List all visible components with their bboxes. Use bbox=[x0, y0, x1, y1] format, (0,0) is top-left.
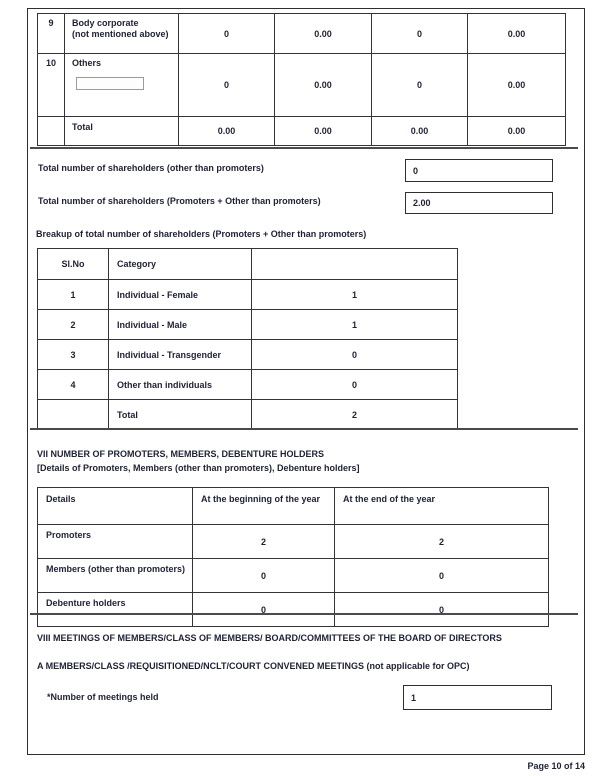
value-cell: 0 bbox=[193, 593, 335, 627]
value-cell: 0 bbox=[252, 340, 458, 370]
slno-cell: 10 bbox=[38, 54, 65, 117]
column-header: At the beginning of the year bbox=[193, 488, 335, 525]
category-cell: Individual - Female bbox=[109, 280, 252, 310]
value-cell: 0.00 bbox=[468, 117, 566, 146]
value-cell: 0.00 bbox=[372, 117, 468, 146]
detail-cell: Members (other than promoters) bbox=[38, 559, 193, 593]
detail-cell: Debenture holders bbox=[38, 593, 193, 627]
section-divider bbox=[30, 613, 578, 615]
value-cell: 0 bbox=[252, 370, 458, 400]
value-cell: 0.00 bbox=[275, 14, 372, 54]
table-header-row bbox=[38, 488, 549, 525]
value-cell: 0.00 bbox=[275, 117, 372, 146]
category-cell: Other than individuals bbox=[109, 370, 252, 400]
total-label-cell: Total bbox=[109, 400, 252, 430]
value-cell: 0 bbox=[372, 54, 468, 117]
value-cell: 2 bbox=[335, 525, 549, 559]
slno-cell: 2 bbox=[38, 310, 109, 340]
shareholders-other-input[interactable] bbox=[405, 159, 553, 182]
table-row bbox=[38, 559, 549, 593]
value-cell: 1 bbox=[252, 310, 458, 340]
value-cell: 0 bbox=[335, 559, 549, 593]
breakup-title: Breakup of total number of shareholders (Promoters + Other than promoters) bbox=[36, 229, 367, 239]
total-label-cell: Total bbox=[65, 117, 179, 146]
slno-cell: 4 bbox=[38, 370, 109, 400]
section-divider bbox=[30, 428, 578, 430]
shareholders-other-value: 0 bbox=[413, 165, 419, 176]
table-row bbox=[38, 280, 458, 310]
table-row bbox=[38, 14, 566, 54]
value-cell: 0 bbox=[179, 54, 275, 117]
table-total-row bbox=[38, 400, 458, 430]
slno-cell: 9 bbox=[38, 14, 65, 54]
column-header: Details bbox=[38, 488, 193, 525]
others-text-input[interactable] bbox=[76, 77, 144, 90]
section8-title: VIII MEETINGS OF MEMBERS/CLASS OF MEMBERS/ BOARD/COMMITTEES OF THE BOARD OF DIRECTORS bbox=[37, 633, 502, 643]
section7-subtitle: [Details of Promoters, Members (other than promoters), Debenture holders] bbox=[37, 463, 360, 473]
section7-title: VII NUMBER OF PROMOTERS, MEMBERS, DEBENTURE HOLDERS bbox=[37, 449, 325, 459]
table-row bbox=[38, 310, 458, 340]
section-divider bbox=[30, 147, 578, 149]
value-cell: 0.00 bbox=[468, 14, 566, 54]
value-cell: 0.00 bbox=[275, 54, 372, 117]
value-cell: 0.00 bbox=[179, 117, 275, 146]
slno-cell bbox=[38, 400, 109, 430]
value-cell: 0 bbox=[372, 14, 468, 54]
value-cell: 1 bbox=[252, 280, 458, 310]
slno-cell bbox=[38, 117, 65, 146]
slno-cell: 3 bbox=[38, 340, 109, 370]
value-cell: 0.00 bbox=[468, 54, 566, 117]
table-row bbox=[38, 54, 566, 117]
shareholders-total-label: Total number of shareholders (Promoters + Other than promoters) bbox=[38, 196, 321, 206]
value-cell: 2 bbox=[252, 400, 458, 430]
value-cell: 0 bbox=[335, 593, 549, 627]
table-row bbox=[38, 340, 458, 370]
detail-cell: Promoters bbox=[38, 525, 193, 559]
table-row bbox=[38, 593, 549, 627]
category-cell: Individual - Transgender bbox=[109, 340, 252, 370]
promoters-members-table bbox=[37, 487, 549, 627]
category-line: Body corporate bbox=[72, 18, 139, 28]
meetings-held-label: *Number of meetings held bbox=[47, 692, 159, 702]
value-cell: 0 bbox=[193, 559, 335, 593]
breakup-table bbox=[37, 248, 458, 430]
column-header: Category bbox=[109, 249, 252, 280]
category-cell: Individual - Male bbox=[109, 310, 252, 340]
shareholders-other-label: Total number of shareholders (other than promoters) bbox=[38, 163, 264, 173]
meetings-held-input[interactable] bbox=[403, 685, 552, 710]
shareholders-total-value: 2.00 bbox=[413, 198, 431, 208]
table-row bbox=[38, 370, 458, 400]
slno-cell: 1 bbox=[38, 280, 109, 310]
value-cell: 0 bbox=[179, 14, 275, 54]
table-row bbox=[38, 525, 549, 559]
column-header bbox=[252, 249, 458, 280]
shareholding-table bbox=[37, 13, 566, 146]
category-cell bbox=[65, 14, 179, 54]
column-header: At the end of the year bbox=[335, 488, 549, 525]
meetings-held-value: 1 bbox=[411, 692, 417, 703]
category-line: Others bbox=[72, 58, 102, 68]
category-line: (not mentioned above) bbox=[72, 29, 169, 39]
category-cell bbox=[65, 54, 179, 117]
value-cell: 2 bbox=[193, 525, 335, 559]
shareholders-total-input[interactable] bbox=[405, 192, 553, 214]
section8-subtitle: A MEMBERS/CLASS /REQUISITIONED/NCLT/COURT CONVENED MEETINGS (not applicable for OPC) bbox=[37, 661, 470, 671]
column-header: Sl.No bbox=[38, 249, 109, 280]
breakup-header-row bbox=[38, 249, 458, 280]
table-total-row bbox=[38, 117, 566, 146]
page-number: Page 10 of 14 bbox=[527, 761, 585, 771]
